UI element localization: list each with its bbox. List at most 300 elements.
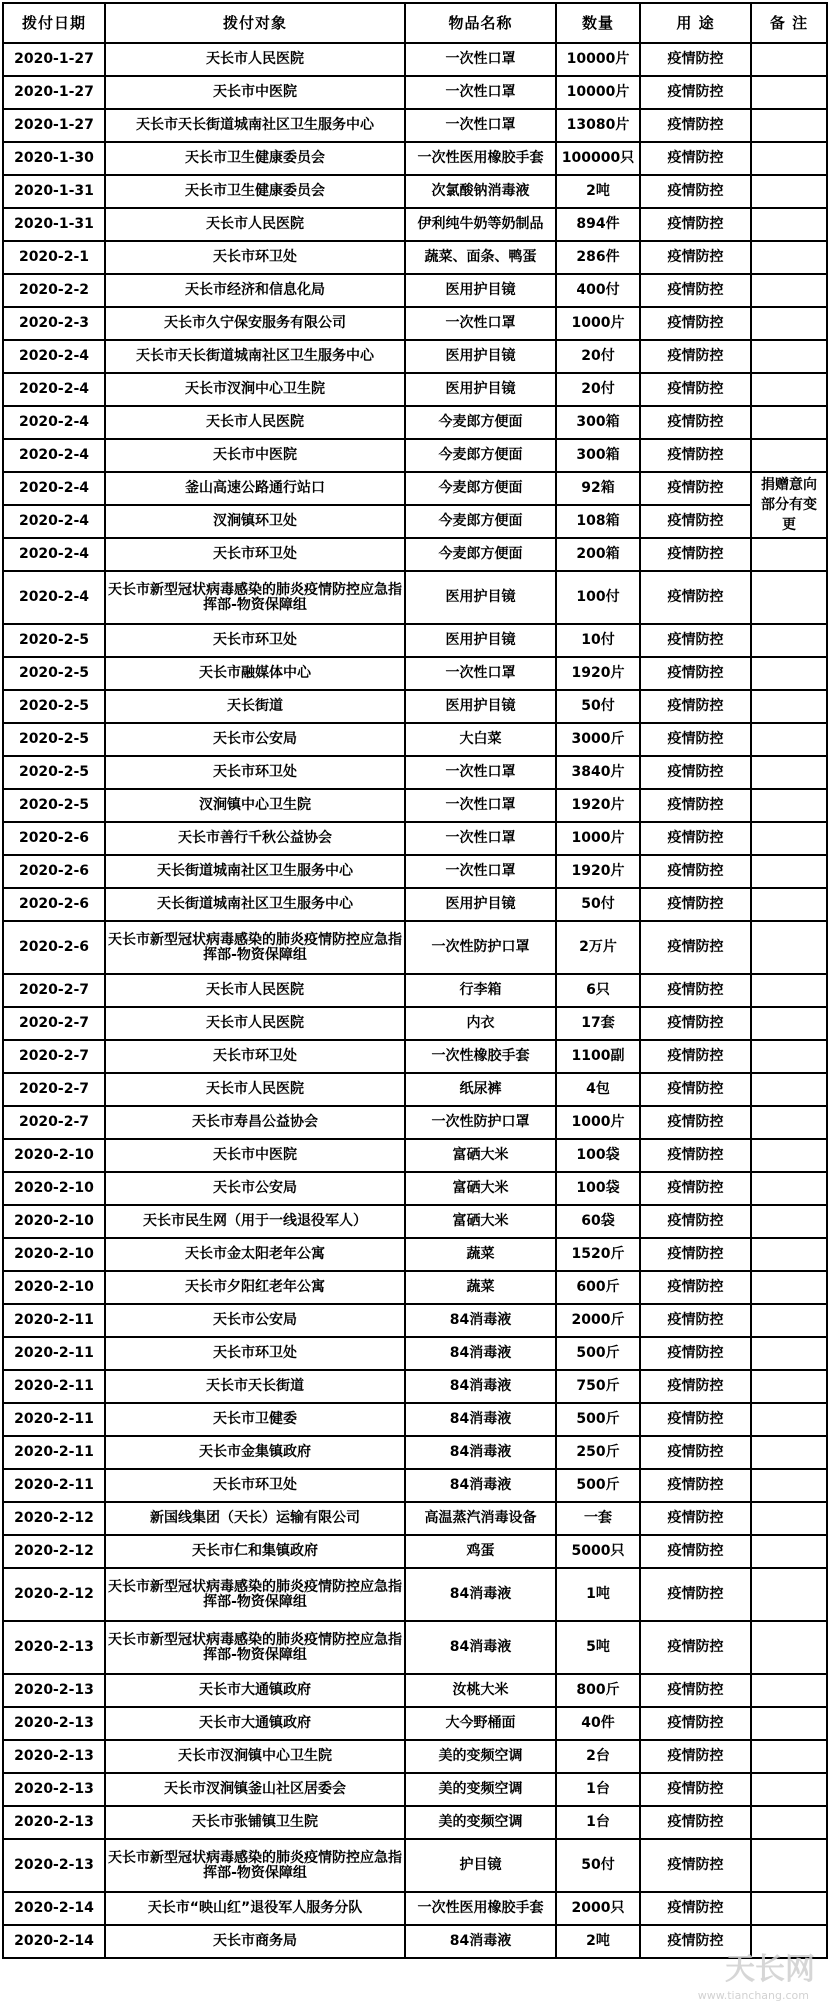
cell-use: 疫情防控 (640, 505, 751, 538)
cell-note (751, 1568, 827, 1621)
cell-target: 天长市商务局 (105, 1925, 405, 1958)
cell-use: 疫情防控 (640, 1707, 751, 1740)
cell-use: 疫情防控 (640, 1205, 751, 1238)
cell-qty: 60袋 (556, 1205, 640, 1238)
table-row (3, 1469, 827, 1502)
cell-date: 2020-2-5 (3, 789, 105, 822)
cell-target: 天长市卫生健康委员会 (105, 142, 405, 175)
cell-item: 医用护目镜 (405, 373, 556, 406)
cell-target: 天长市寿昌公益协会 (105, 1106, 405, 1139)
cell-target: 天长市中医院 (105, 76, 405, 109)
cell-target: 天长市人民医院 (105, 208, 405, 241)
cell-item: 富硒大米 (405, 1139, 556, 1172)
cell-date: 2020-2-13 (3, 1740, 105, 1773)
cell-target: 釜山高速公路通行站口 (105, 472, 405, 505)
cell-target: 天长市久宁保安服务有限公司 (105, 307, 405, 340)
cell-note (751, 1304, 827, 1337)
cell-use: 疫情防控 (640, 921, 751, 974)
cell-use: 疫情防控 (640, 538, 751, 571)
cell-qty: 200箱 (556, 538, 640, 571)
cell-use: 疫情防控 (640, 1568, 751, 1621)
cell-item: 一次性口罩 (405, 307, 556, 340)
cell-qty: 2000斤 (556, 1304, 640, 1337)
cell-qty: 2吨 (556, 1925, 640, 1958)
cell-target: 天长市卫生健康委员会 (105, 175, 405, 208)
cell-item: 今麦郎方便面 (405, 406, 556, 439)
cell-qty: 1920片 (556, 789, 640, 822)
cell-qty: 50付 (556, 690, 640, 723)
table-row (3, 1806, 827, 1839)
cell-note (751, 1205, 827, 1238)
cell-use: 疫情防控 (640, 1839, 751, 1892)
cell-qty: 100袋 (556, 1139, 640, 1172)
cell-qty: 300箱 (556, 439, 640, 472)
cell-qty: 750斤 (556, 1370, 640, 1403)
cell-date: 2020-2-4 (3, 439, 105, 472)
cell-qty: 250斤 (556, 1436, 640, 1469)
cell-qty: 13080片 (556, 109, 640, 142)
cell-use: 疫情防控 (640, 472, 751, 505)
cell-item: 蔬菜 (405, 1271, 556, 1304)
watermark-url: www.tianchang.com (697, 1989, 809, 2002)
table-row (3, 406, 827, 439)
cell-qty: 6只 (556, 974, 640, 1007)
cell-target: 天长市环卫处 (105, 538, 405, 571)
cell-date: 2020-2-7 (3, 1007, 105, 1040)
cell-qty: 100付 (556, 571, 640, 624)
cell-note (751, 1007, 827, 1040)
cell-note (751, 1271, 827, 1304)
cell-target: 新国线集团（天长）运输有限公司 (105, 1502, 405, 1535)
cell-item: 84消毒液 (405, 1621, 556, 1674)
table-row (3, 142, 827, 175)
cell-qty: 800斤 (556, 1674, 640, 1707)
cell-item: 医用护目镜 (405, 340, 556, 373)
cell-date: 2020-2-5 (3, 624, 105, 657)
cell-qty: 108箱 (556, 505, 640, 538)
cell-note (751, 1337, 827, 1370)
cell-use: 疫情防控 (640, 340, 751, 373)
table-row (3, 472, 827, 505)
cell-item: 汝桃大米 (405, 1674, 556, 1707)
cell-target: 天长市卫健委 (105, 1403, 405, 1436)
cell-note (751, 624, 827, 657)
cell-qty: 600斤 (556, 1271, 640, 1304)
cell-note (751, 1238, 827, 1271)
cell-note (751, 406, 827, 439)
cell-item: 一次性橡胶手套 (405, 1040, 556, 1073)
cell-use: 疫情防控 (640, 1925, 751, 1958)
cell-item: 行李箱 (405, 974, 556, 1007)
table-row (3, 1839, 827, 1892)
cell-use: 疫情防控 (640, 789, 751, 822)
cell-item: 内衣 (405, 1007, 556, 1040)
cell-item: 今麦郎方便面 (405, 505, 556, 538)
cell-target: 天长市公安局 (105, 723, 405, 756)
cell-date: 2020-2-10 (3, 1271, 105, 1304)
table-row (3, 1892, 827, 1925)
cell-use: 疫情防控 (640, 1740, 751, 1773)
cell-use: 疫情防控 (640, 1892, 751, 1925)
cell-item: 美的变频空调 (405, 1806, 556, 1839)
cell-target: 天长市汊涧镇中心卫生院 (105, 1740, 405, 1773)
cell-date: 2020-2-4 (3, 538, 105, 571)
cell-note (751, 571, 827, 624)
cell-note (751, 538, 827, 571)
cell-use: 疫情防控 (640, 142, 751, 175)
table-row (3, 1707, 827, 1740)
cell-note (751, 1773, 827, 1806)
table-row (3, 241, 827, 274)
cell-note (751, 109, 827, 142)
cell-qty: 1100副 (556, 1040, 640, 1073)
cell-item: 一次性口罩 (405, 76, 556, 109)
cell-note (751, 43, 827, 76)
cell-target: 天长市新型冠状病毒感染的肺炎疫情防控应急指挥部-物资保障组 (105, 921, 405, 974)
cell-use: 疫情防控 (640, 1621, 751, 1674)
cell-qty: 1520斤 (556, 1238, 640, 1271)
cell-date: 2020-1-30 (3, 142, 105, 175)
cell-qty: 1920片 (556, 657, 640, 690)
cell-item: 富硒大米 (405, 1172, 556, 1205)
cell-qty: 300箱 (556, 406, 640, 439)
cell-item: 高温蒸汽消毒设备 (405, 1502, 556, 1535)
cell-use: 疫情防控 (640, 1502, 751, 1535)
cell-use: 疫情防控 (640, 406, 751, 439)
cell-target: 天长市新型冠状病毒感染的肺炎疫情防控应急指挥部-物资保障组 (105, 1621, 405, 1674)
cell-item: 医用护目镜 (405, 690, 556, 723)
table-row (3, 274, 827, 307)
cell-date: 2020-2-2 (3, 274, 105, 307)
cell-qty: 100袋 (556, 1172, 640, 1205)
cell-target: 天长市人民医院 (105, 1007, 405, 1040)
table-row (3, 505, 827, 538)
table-row (3, 109, 827, 142)
cell-use: 疫情防控 (640, 571, 751, 624)
cell-item: 蔬菜、面条、鸭蛋 (405, 241, 556, 274)
header-date: 拨付日期 (3, 3, 105, 43)
cell-item: 一次性医用橡胶手套 (405, 1892, 556, 1925)
cell-target: 天长市人民医院 (105, 43, 405, 76)
cell-use: 疫情防控 (640, 1238, 751, 1271)
cell-date: 2020-2-12 (3, 1502, 105, 1535)
table-row (3, 1925, 827, 1958)
cell-target: 天长市环卫处 (105, 624, 405, 657)
cell-qty: 50付 (556, 888, 640, 921)
cell-use: 疫情防控 (640, 175, 751, 208)
cell-qty: 2台 (556, 1740, 640, 1773)
cell-target: 天长市大通镇政府 (105, 1707, 405, 1740)
cell-date: 2020-2-4 (3, 571, 105, 624)
cell-use: 疫情防控 (640, 1469, 751, 1502)
cell-note (751, 76, 827, 109)
cell-note (751, 690, 827, 723)
cell-date: 2020-2-10 (3, 1238, 105, 1271)
cell-use: 疫情防控 (640, 1271, 751, 1304)
cell-note (751, 1172, 827, 1205)
header-row (3, 3, 827, 43)
cell-item: 医用护目镜 (405, 571, 556, 624)
cell-date: 2020-2-5 (3, 657, 105, 690)
cell-item: 84消毒液 (405, 1568, 556, 1621)
cell-note (751, 756, 827, 789)
cell-qty: 1920片 (556, 855, 640, 888)
table-row (3, 1370, 827, 1403)
cell-use: 疫情防控 (640, 1040, 751, 1073)
cell-target: 天长街道城南社区卫生服务中心 (105, 855, 405, 888)
cell-date: 2020-2-5 (3, 756, 105, 789)
cell-use: 疫情防控 (640, 822, 751, 855)
cell-item: 84消毒液 (405, 1469, 556, 1502)
cell-date: 2020-1-31 (3, 208, 105, 241)
table-row (3, 571, 827, 624)
cell-date: 2020-2-1 (3, 241, 105, 274)
cell-use: 疫情防控 (640, 43, 751, 76)
cell-target: 天长市汊涧镇釜山社区居委会 (105, 1773, 405, 1806)
cell-use: 疫情防控 (640, 855, 751, 888)
table-row (3, 43, 827, 76)
cell-target: 天长市天长街道 (105, 1370, 405, 1403)
cell-date: 2020-2-7 (3, 1106, 105, 1139)
cell-target: 天长市公安局 (105, 1172, 405, 1205)
cell-use: 疫情防控 (640, 439, 751, 472)
cell-date: 2020-2-10 (3, 1172, 105, 1205)
cell-note (751, 340, 827, 373)
cell-note (751, 921, 827, 974)
table-row (3, 921, 827, 974)
cell-date: 2020-1-27 (3, 43, 105, 76)
cell-note-remark: 捐赠意向部分有变更 (751, 472, 827, 538)
cell-note (751, 1502, 827, 1535)
cell-use: 疫情防控 (640, 1773, 751, 1806)
cell-date: 2020-2-11 (3, 1403, 105, 1436)
table-row (3, 1535, 827, 1568)
cell-use: 疫情防控 (640, 690, 751, 723)
cell-qty: 400付 (556, 274, 640, 307)
cell-note (751, 1106, 827, 1139)
cell-note (751, 1621, 827, 1674)
table-row (3, 1502, 827, 1535)
cell-target: 天长市大通镇政府 (105, 1674, 405, 1707)
cell-date: 2020-2-6 (3, 921, 105, 974)
cell-date: 2020-2-13 (3, 1674, 105, 1707)
cell-use: 疫情防控 (640, 1073, 751, 1106)
cell-date: 2020-2-11 (3, 1469, 105, 1502)
cell-note (751, 822, 827, 855)
cell-target: 天长市夕阳红老年公寓 (105, 1271, 405, 1304)
cell-item: 84消毒液 (405, 1403, 556, 1436)
cell-item: 富硒大米 (405, 1205, 556, 1238)
cell-target: 天长市“映山红”退役军人服务分队 (105, 1892, 405, 1925)
cell-note (751, 1740, 827, 1773)
cell-qty: 3000斤 (556, 723, 640, 756)
cell-note (751, 1403, 827, 1436)
cell-target: 天长市融媒体中心 (105, 657, 405, 690)
cell-target: 天长市中医院 (105, 1139, 405, 1172)
table-row (3, 340, 827, 373)
cell-use: 疫情防控 (640, 1535, 751, 1568)
cell-item: 今麦郎方便面 (405, 439, 556, 472)
cell-note (751, 1436, 827, 1469)
cell-date: 2020-2-4 (3, 406, 105, 439)
cell-item: 一次性防护口罩 (405, 1106, 556, 1139)
cell-note (751, 1892, 827, 1925)
cell-note (751, 175, 827, 208)
cell-note (751, 974, 827, 1007)
table-row (3, 373, 827, 406)
cell-qty: 一套 (556, 1502, 640, 1535)
cell-note (751, 1469, 827, 1502)
cell-date: 2020-2-6 (3, 888, 105, 921)
cell-target: 天长市新型冠状病毒感染的肺炎疫情防控应急指挥部-物资保障组 (105, 1839, 405, 1892)
header-target: 拨付对象 (105, 3, 405, 43)
cell-date: 2020-2-3 (3, 307, 105, 340)
cell-target: 天长市张铺镇卫生院 (105, 1806, 405, 1839)
cell-date: 2020-2-5 (3, 690, 105, 723)
cell-use: 疫情防控 (640, 241, 751, 274)
header-qty: 数量 (556, 3, 640, 43)
table-row (3, 1139, 827, 1172)
table-row (3, 307, 827, 340)
cell-qty: 100000只 (556, 142, 640, 175)
table-row (3, 1073, 827, 1106)
cell-qty: 1吨 (556, 1568, 640, 1621)
table-row (3, 1674, 827, 1707)
cell-note (751, 241, 827, 274)
cell-date: 2020-2-14 (3, 1892, 105, 1925)
cell-item: 纸尿裤 (405, 1073, 556, 1106)
table-row (3, 1337, 827, 1370)
cell-item: 大白菜 (405, 723, 556, 756)
table-row (3, 1773, 827, 1806)
cell-date: 2020-2-11 (3, 1370, 105, 1403)
cell-date: 2020-2-12 (3, 1568, 105, 1621)
cell-use: 疫情防控 (640, 1304, 751, 1337)
cell-item: 美的变频空调 (405, 1740, 556, 1773)
cell-use: 疫情防控 (640, 274, 751, 307)
table-row (3, 1621, 827, 1674)
cell-date: 2020-2-4 (3, 505, 105, 538)
cell-target: 天长市人民医院 (105, 974, 405, 1007)
cell-use: 疫情防控 (640, 756, 751, 789)
cell-item: 84消毒液 (405, 1436, 556, 1469)
cell-qty: 3840片 (556, 756, 640, 789)
cell-item: 鸡蛋 (405, 1535, 556, 1568)
cell-item: 84消毒液 (405, 1370, 556, 1403)
cell-date: 2020-2-13 (3, 1839, 105, 1892)
cell-qty: 4包 (556, 1073, 640, 1106)
cell-qty: 20付 (556, 340, 640, 373)
table-row (3, 538, 827, 571)
cell-item: 蔬菜 (405, 1238, 556, 1271)
cell-qty: 500斤 (556, 1403, 640, 1436)
header-item: 物品名称 (405, 3, 556, 43)
cell-date: 2020-2-5 (3, 723, 105, 756)
cell-target: 天长市金集镇政府 (105, 1436, 405, 1469)
cell-date: 2020-2-7 (3, 974, 105, 1007)
cell-use: 疫情防控 (640, 657, 751, 690)
cell-qty: 5000只 (556, 1535, 640, 1568)
cell-qty: 500斤 (556, 1469, 640, 1502)
cell-date: 2020-1-27 (3, 109, 105, 142)
cell-use: 疫情防控 (640, 307, 751, 340)
cell-target: 天长市善行千秋公益协会 (105, 822, 405, 855)
cell-note (751, 1839, 827, 1892)
cell-use: 疫情防控 (640, 974, 751, 1007)
cell-use: 疫情防控 (640, 109, 751, 142)
cell-qty: 1台 (556, 1806, 640, 1839)
cell-use: 疫情防控 (640, 1172, 751, 1205)
cell-note (751, 1806, 827, 1839)
cell-note (751, 208, 827, 241)
cell-use: 疫情防控 (640, 723, 751, 756)
cell-target: 天长市仁和集镇政府 (105, 1535, 405, 1568)
table-row (3, 1568, 827, 1621)
cell-item: 一次性口罩 (405, 789, 556, 822)
table-row (3, 1172, 827, 1205)
cell-use: 疫情防控 (640, 1370, 751, 1403)
cell-item: 84消毒液 (405, 1304, 556, 1337)
cell-target: 天长市公安局 (105, 1304, 405, 1337)
cell-date: 2020-2-13 (3, 1621, 105, 1674)
table-row (3, 76, 827, 109)
cell-qty: 20付 (556, 373, 640, 406)
cell-target: 天长市人民医院 (105, 406, 405, 439)
cell-note (751, 142, 827, 175)
cell-item: 84消毒液 (405, 1925, 556, 1958)
table-row (3, 624, 827, 657)
cell-target: 天长市中医院 (105, 439, 405, 472)
cell-note (751, 723, 827, 756)
cell-item: 伊利纯牛奶等奶制品 (405, 208, 556, 241)
cell-use: 疫情防控 (640, 1337, 751, 1370)
table-row (3, 1007, 827, 1040)
cell-target: 天长市环卫处 (105, 1469, 405, 1502)
cell-item: 一次性口罩 (405, 822, 556, 855)
cell-date: 2020-2-7 (3, 1073, 105, 1106)
cell-date: 2020-2-7 (3, 1040, 105, 1073)
cell-note (751, 1535, 827, 1568)
cell-use: 疫情防控 (640, 208, 751, 241)
cell-date: 2020-2-6 (3, 855, 105, 888)
cell-date: 2020-2-11 (3, 1436, 105, 1469)
cell-date: 2020-2-4 (3, 472, 105, 505)
cell-qty: 1000片 (556, 1106, 640, 1139)
cell-note (751, 1370, 827, 1403)
cell-target: 汊涧镇环卫处 (105, 505, 405, 538)
cell-qty: 17套 (556, 1007, 640, 1040)
cell-note (751, 1040, 827, 1073)
cell-qty: 1台 (556, 1773, 640, 1806)
cell-use: 疫情防控 (640, 624, 751, 657)
table-row (3, 657, 827, 690)
cell-target: 天长市环卫处 (105, 1337, 405, 1370)
cell-date: 2020-2-13 (3, 1773, 105, 1806)
table-row (3, 208, 827, 241)
cell-target: 天长街道城南社区卫生服务中心 (105, 888, 405, 921)
cell-qty: 286件 (556, 241, 640, 274)
cell-item: 一次性口罩 (405, 855, 556, 888)
cell-note (751, 1073, 827, 1106)
cell-target: 天长市天长街道城南社区卫生服务中心 (105, 109, 405, 142)
table-row (3, 888, 827, 921)
cell-note (751, 1707, 827, 1740)
cell-date: 2020-1-31 (3, 175, 105, 208)
table-row (3, 439, 827, 472)
cell-qty: 92箱 (556, 472, 640, 505)
cell-use: 疫情防控 (640, 1436, 751, 1469)
table-row (3, 1205, 827, 1238)
